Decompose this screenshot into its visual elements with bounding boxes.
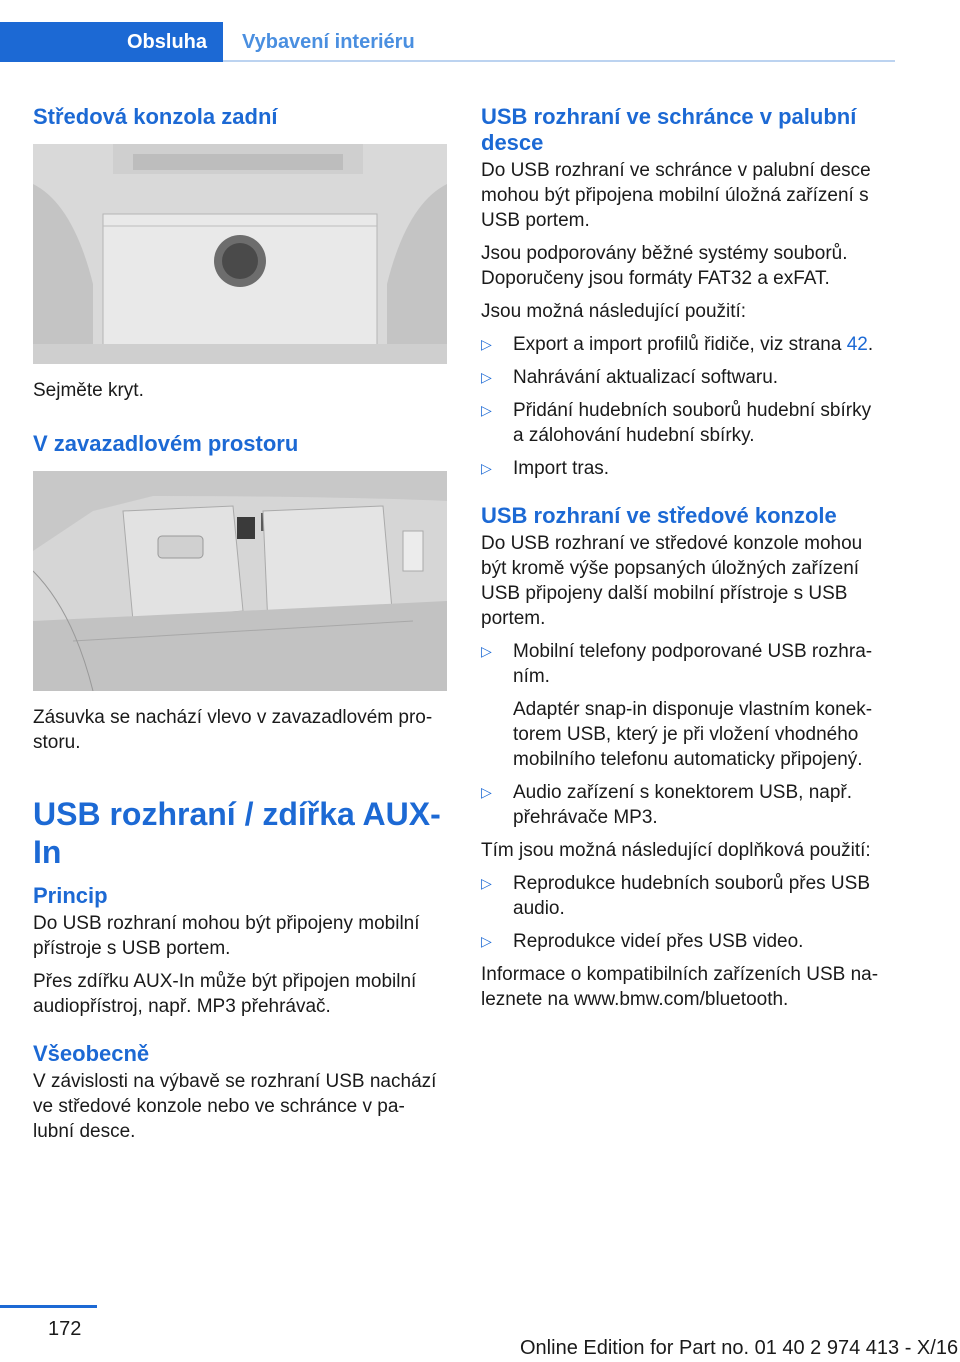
page-header [0, 0, 960, 64]
heading-vseobecne: Všeobecně [33, 1041, 150, 1066]
princip-para2-line1: Přes zdířku AUX-In může být připojen mobilní [33, 971, 417, 992]
center-para1-line4: portem. [481, 608, 546, 629]
chapter-tab-vybaveni-interieru[interactable]: Vybavení interiéru [242, 30, 415, 53]
triangle-right-outline-icon: ▷ [481, 875, 492, 891]
online-edition-note: Online Edition for Part no. 01 40 2 974 413 - X/16 [520, 1337, 959, 1359]
heading-usb-glovebox-line1: USB rozhraní ve schránce v palubní [481, 104, 857, 129]
section-tab-obsluha[interactable]: Obsluha [0, 22, 223, 62]
list-item: ▷ Mobilní telefony podporované USB rozhra‐ ním. Adaptér snap-in disponuje vlastním konek‐ torem USB, který je při vložení vhodného mobilního telefonu automaticky připojený. [481, 641, 873, 770]
page-reference-link[interactable]: 42 [846, 334, 868, 355]
center-extra-uses-list [481, 871, 896, 954]
vseobecne-line1: V závislosti na výbavě se rozhraní USB nachází [33, 1071, 437, 1092]
glovebox-para1-line2: mohou být připojena mobilní úložná zařízení s [481, 185, 869, 206]
caption-trunk-line2: storu. [33, 732, 81, 753]
list-item: ▷ Reprodukce videí přes USB video. [481, 931, 804, 952]
list-item: ▷ Audio zařízení s konektorem USB, např. přehrávače MP3. [481, 782, 852, 828]
triangle-right-outline-icon: ▷ [481, 933, 492, 949]
princip-para1-line2: přístroje s USB portem. [33, 938, 231, 959]
rear-console-illustration [33, 144, 447, 364]
glovebox-para2-line2: Doporučeny jsou formáty FAT32 a exFAT. [481, 268, 830, 289]
list-item: ▷ Export a import profilů řidiče, viz strana 42. [481, 334, 874, 355]
page-number: 172 [48, 1318, 82, 1340]
heading-princip: Princip [33, 883, 108, 908]
footer-divider [0, 1305, 97, 1308]
glovebox-para3: Jsou možná následující použití: [481, 301, 747, 322]
glovebox-uses-list [481, 332, 896, 481]
header-divider [223, 60, 895, 62]
vseobecne-line2: ve středové konzole nebo ve schránce v pa‐ [33, 1096, 405, 1117]
heading-trunk: V zavazadlovém prostoru [33, 431, 299, 456]
trunk-illustration [33, 471, 447, 691]
heading-usb-center-console: USB rozhraní ve středové konzole [481, 503, 837, 528]
center-para2: Tím jsou možná následující doplňková použití: [481, 840, 871, 861]
list-item: ▷ Import tras. [481, 458, 610, 479]
center-para1-line2: být kromě výše popsaných úložných zařízení [481, 558, 860, 579]
center-para3-line1: Informace o kompatibilních zařízeních USB na‐ [481, 964, 879, 985]
heading-usb-aux: USB rozhraní / zdířka AUX-In [33, 796, 441, 870]
caption-rear-console: Sejměte kryt. [33, 380, 144, 401]
caption-trunk-line1: Zásuvka se nachází vlevo v zavazadlovém pro‐ [33, 707, 433, 728]
figure-trunk-socket [33, 471, 447, 691]
triangle-right-outline-icon: ▷ [481, 460, 492, 476]
center-para3-line2: leznete na www.bmw.com/bluetooth. [481, 989, 789, 1010]
princip-para1-line1: Do USB rozhraní mohou být připojeny mobilní [33, 913, 420, 934]
heading-rear-console: Středová konzola zadní [33, 104, 278, 129]
left-column [33, 96, 448, 1144]
triangle-right-outline-icon: ▷ [481, 336, 492, 352]
list-item: ▷ Reprodukce hudebních souborů přes USB audio. [481, 873, 871, 919]
heading-usb-glovebox-line2: desce [481, 130, 544, 155]
glovebox-para2-line1: Jsou podporovány běžné systémy souborů. [481, 243, 848, 264]
triangle-right-outline-icon: ▷ [481, 643, 492, 659]
figure-rear-console-usb [33, 144, 447, 364]
princip-para2-line2: audiopřístroj, např. MP3 přehrávač. [33, 996, 331, 1017]
vseobecne-line3: lubní desce. [33, 1121, 136, 1142]
list-item: ▷ Přidání hudebních souborů hudební sbírky a zálohování hudební sbírky. [481, 400, 872, 446]
center-para1-line1: Do USB rozhraní ve středové konzole mohou [481, 533, 863, 554]
right-column [481, 96, 896, 1012]
triangle-right-outline-icon: ▷ [481, 402, 492, 418]
center-devices-list [481, 639, 896, 830]
glovebox-para1-line3: USB portem. [481, 210, 590, 231]
glovebox-para1-line1: Do USB rozhraní ve schránce v palubní desce [481, 160, 871, 181]
triangle-right-outline-icon: ▷ [481, 784, 492, 800]
center-para1-line3: USB připojeny další mobilní přístroje s USB [481, 583, 848, 604]
list-item: ▷ Nahrávání aktualizací softwaru. [481, 367, 779, 388]
triangle-right-outline-icon: ▷ [481, 369, 492, 385]
